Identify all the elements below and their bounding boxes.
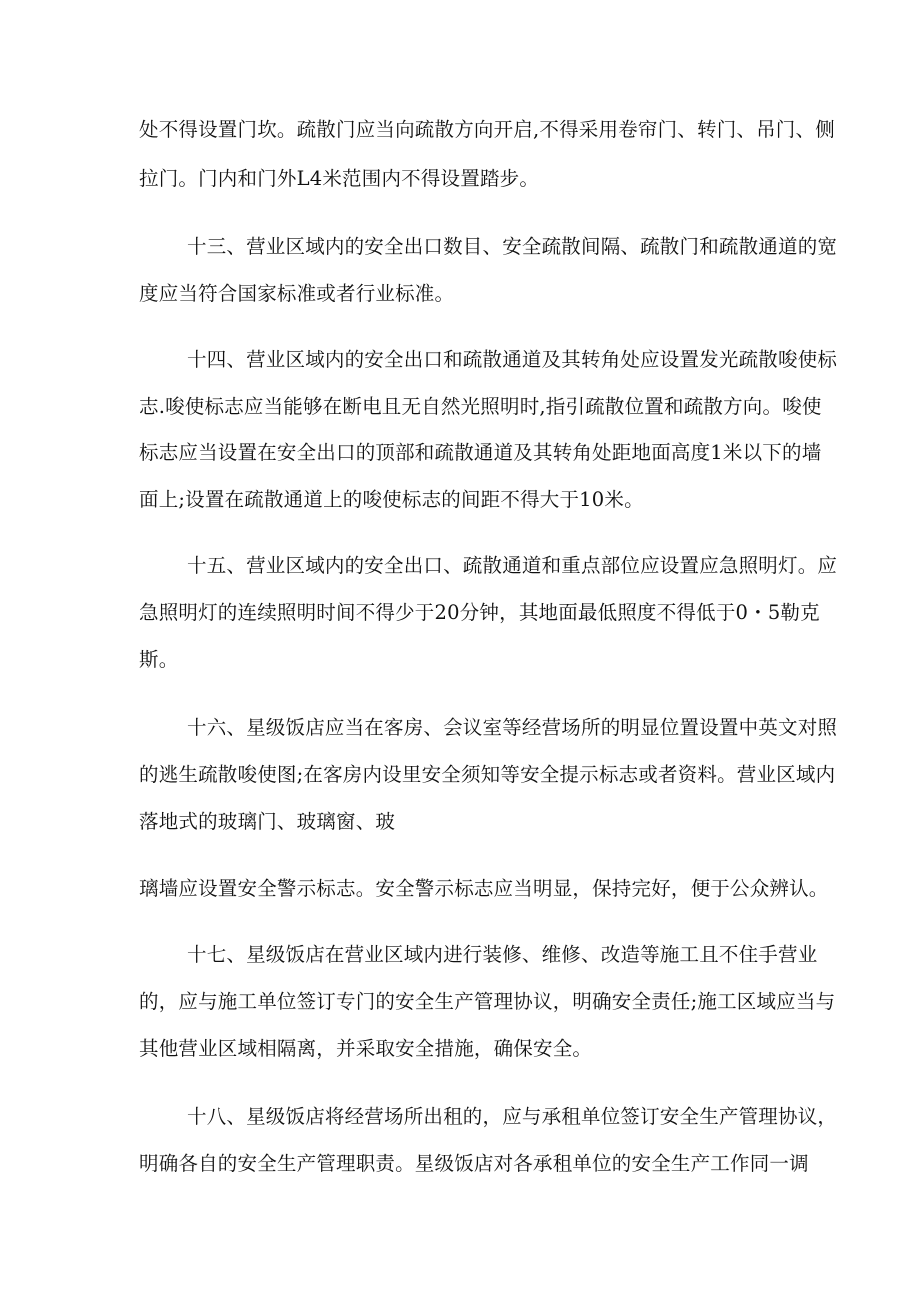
paragraph-line: 处不得设置门坎。疏散门应当向疏散方向开启,不得采用卷帘门、转门、吊门、侧 xyxy=(139,118,835,141)
paragraph-line: 明确各自的安全生产管理职责。星级饭店对各承租单位的安全生产工作同一调 xyxy=(139,1152,809,1175)
paragraph-line: 拉门。门内和门外L4米范围内不得设置踏步。 xyxy=(139,167,540,190)
paragraph-line: 的，应与施工单位签订专门的安全生产管理协议，明确安全责任;施工区域应当与 xyxy=(139,990,836,1013)
paragraph-line: 志.唆使标志应当能够在断电且无自然光照明时,指引疏散位置和疏散方向。唆使 xyxy=(139,395,822,418)
paragraph-line: 标志应当设置在安全出口的顶部和疏散通道及其转角处距地面高度1米以下的墙 xyxy=(139,441,822,464)
paragraph-line: 落地式的玻璃门、玻璃窗、玻 xyxy=(139,810,396,833)
paragraph-line: 斯。 xyxy=(139,648,179,671)
paragraph-line: 的逃生疏散唆使图;在客房内设里安全须知等安全提示标志或者资料。营业区域内 xyxy=(139,763,836,786)
paragraph-line: 十五、营业区域内的安全出口、疏散通道和重点部位应设置应急照明灯。应 xyxy=(187,554,838,577)
paragraph-line: 急照明灯的连续照明时间不得少于20分钟，其地面最低照度不得低于0・5勒克 xyxy=(139,601,820,624)
paragraph-line: 十七、星级饭店在营业区域内进行装修、维修、改造等施工且不住手营业 xyxy=(187,943,818,966)
paragraph-line: 度应当符合国家标准或者行业标准。 xyxy=(139,282,455,305)
paragraph-line: 璃墙应设置安全警示标志。安全警示标志应当明显，保持完好，便于公众辨认。 xyxy=(139,877,829,900)
paragraph-line: 面上;设置在疏散通道上的唆使标志的间距不得大于10米。 xyxy=(139,488,644,511)
paragraph-line: 十六、星级饭店应当在客房、会议室等经营场所的明显位置设置中英文对照 xyxy=(187,716,838,739)
paragraph-line: 十四、营业区域内的安全出口和疏散通道及其转角处应设置发光疏散唆使标 xyxy=(187,348,838,371)
paragraph-line: 十八、星级饭店将经营场所出租的，应与承租单位签订安全生产管理协议， xyxy=(187,1105,838,1128)
paragraph-line: 十三、营业区域内的安全出口数目、安全疏散间隔、疏散门和疏散通道的宽 xyxy=(187,235,838,258)
paragraph-line: 其他营业区域相隔离，并采取安全措施，确保安全。 xyxy=(139,1037,593,1060)
